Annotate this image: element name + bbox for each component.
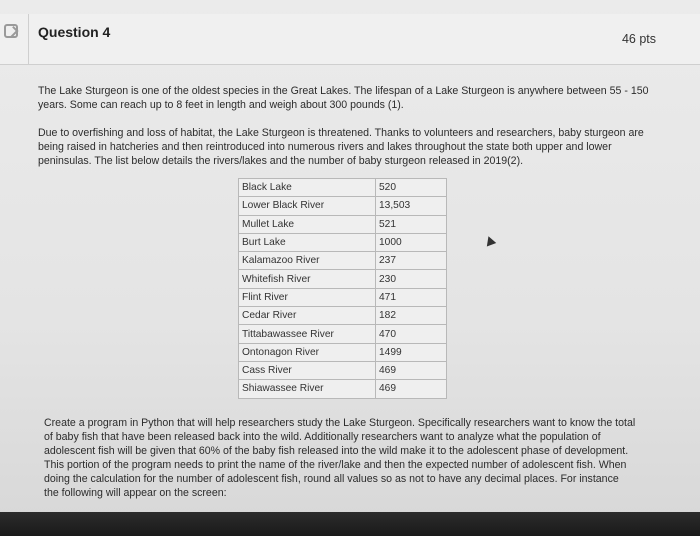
- river-name-cell: Cedar River: [239, 307, 376, 325]
- table-row: [239, 288, 447, 306]
- river-name-cell: Whitefish River: [239, 270, 376, 288]
- release-count-cell: 520: [376, 179, 447, 197]
- table-row: [239, 233, 447, 251]
- paragraph-intro: The Lake Sturgeon is one of the oldest species in the Great Lakes. The lifespan of a Lake Sturgeon is anywhere between 55 - 150 years. Some can reach up to 8 feet in length and weigh about 300 pounds (1).: [38, 85, 649, 111]
- release-count-cell: 1499: [376, 343, 447, 361]
- table-row: [239, 343, 447, 361]
- release-count-cell: 237: [376, 252, 447, 270]
- table-row: [239, 325, 447, 343]
- table-row: [239, 270, 447, 288]
- checkbox-icon[interactable]: [4, 24, 18, 38]
- release-count-cell: 230: [376, 270, 447, 288]
- header-divider: [28, 14, 29, 64]
- mouse-cursor-icon: [484, 235, 496, 247]
- release-count-cell: 470: [376, 325, 447, 343]
- table-row: [239, 252, 447, 270]
- river-name-cell: Shiawassee River: [239, 380, 376, 398]
- release-count-cell: 521: [376, 215, 447, 233]
- release-count-cell: 13,503: [376, 197, 447, 215]
- release-count-cell: 471: [376, 288, 447, 306]
- river-name-cell: Flint River: [239, 288, 376, 306]
- question-header: [0, 14, 700, 65]
- table-row: [239, 380, 447, 398]
- release-count-cell: 469: [376, 361, 447, 379]
- release-count-cell: 182: [376, 307, 447, 325]
- bottom-bar: [0, 512, 700, 536]
- release-count-cell: 469: [376, 380, 447, 398]
- river-name-cell: Lower Black River: [239, 197, 376, 215]
- table-row: [239, 361, 447, 379]
- table-row: [239, 215, 447, 233]
- river-name-cell: Black Lake: [239, 179, 376, 197]
- table-row: [239, 197, 447, 215]
- river-name-cell: Cass River: [239, 361, 376, 379]
- river-name-cell: Mullet Lake: [239, 215, 376, 233]
- question-points: 46 pts: [621, 32, 656, 46]
- question-title: Question 4: [38, 24, 111, 40]
- release-count-cell: 1000: [376, 233, 447, 251]
- paragraph-instructions: Create a program in Python that will help researchers study the Lake Sturgeon. Specifically researchers want to know the total of baby fish that have been released back into the wild. Additionally researchers want to analyze what the population of adolescent fish will be given that 60% of the baby fish released into the wild make it to the adolescent phase of development. This portion of the program needs to print the name of the river/lake and then the expected number of adolescent fish. When doing the calculation for the number of adolescent fish, round all values so as not to have any decimal places. For instance the following will appear on the screen:: [44, 417, 636, 499]
- table-row: [239, 179, 447, 197]
- paragraph-context: Due to overfishing and loss of habitat, the Lake Sturgeon is threatened. Thanks to volunteers and researchers, baby sturgeon are being raised in hatcheries and then reintroduced into numerous rivers and lakes throughout the state both upper and lower peninsulas. The list below details the rivers/lakes and the number of baby sturgeon released in 2019(2).: [38, 127, 644, 167]
- river-name-cell: Kalamazoo River: [239, 252, 376, 270]
- table-row: [239, 307, 447, 325]
- river-name-cell: Ontonagon River: [239, 343, 376, 361]
- river-name-cell: Burt Lake: [239, 233, 376, 251]
- river-name-cell: Tittabawassee River: [239, 325, 376, 343]
- sturgeon-release-table: [238, 178, 447, 399]
